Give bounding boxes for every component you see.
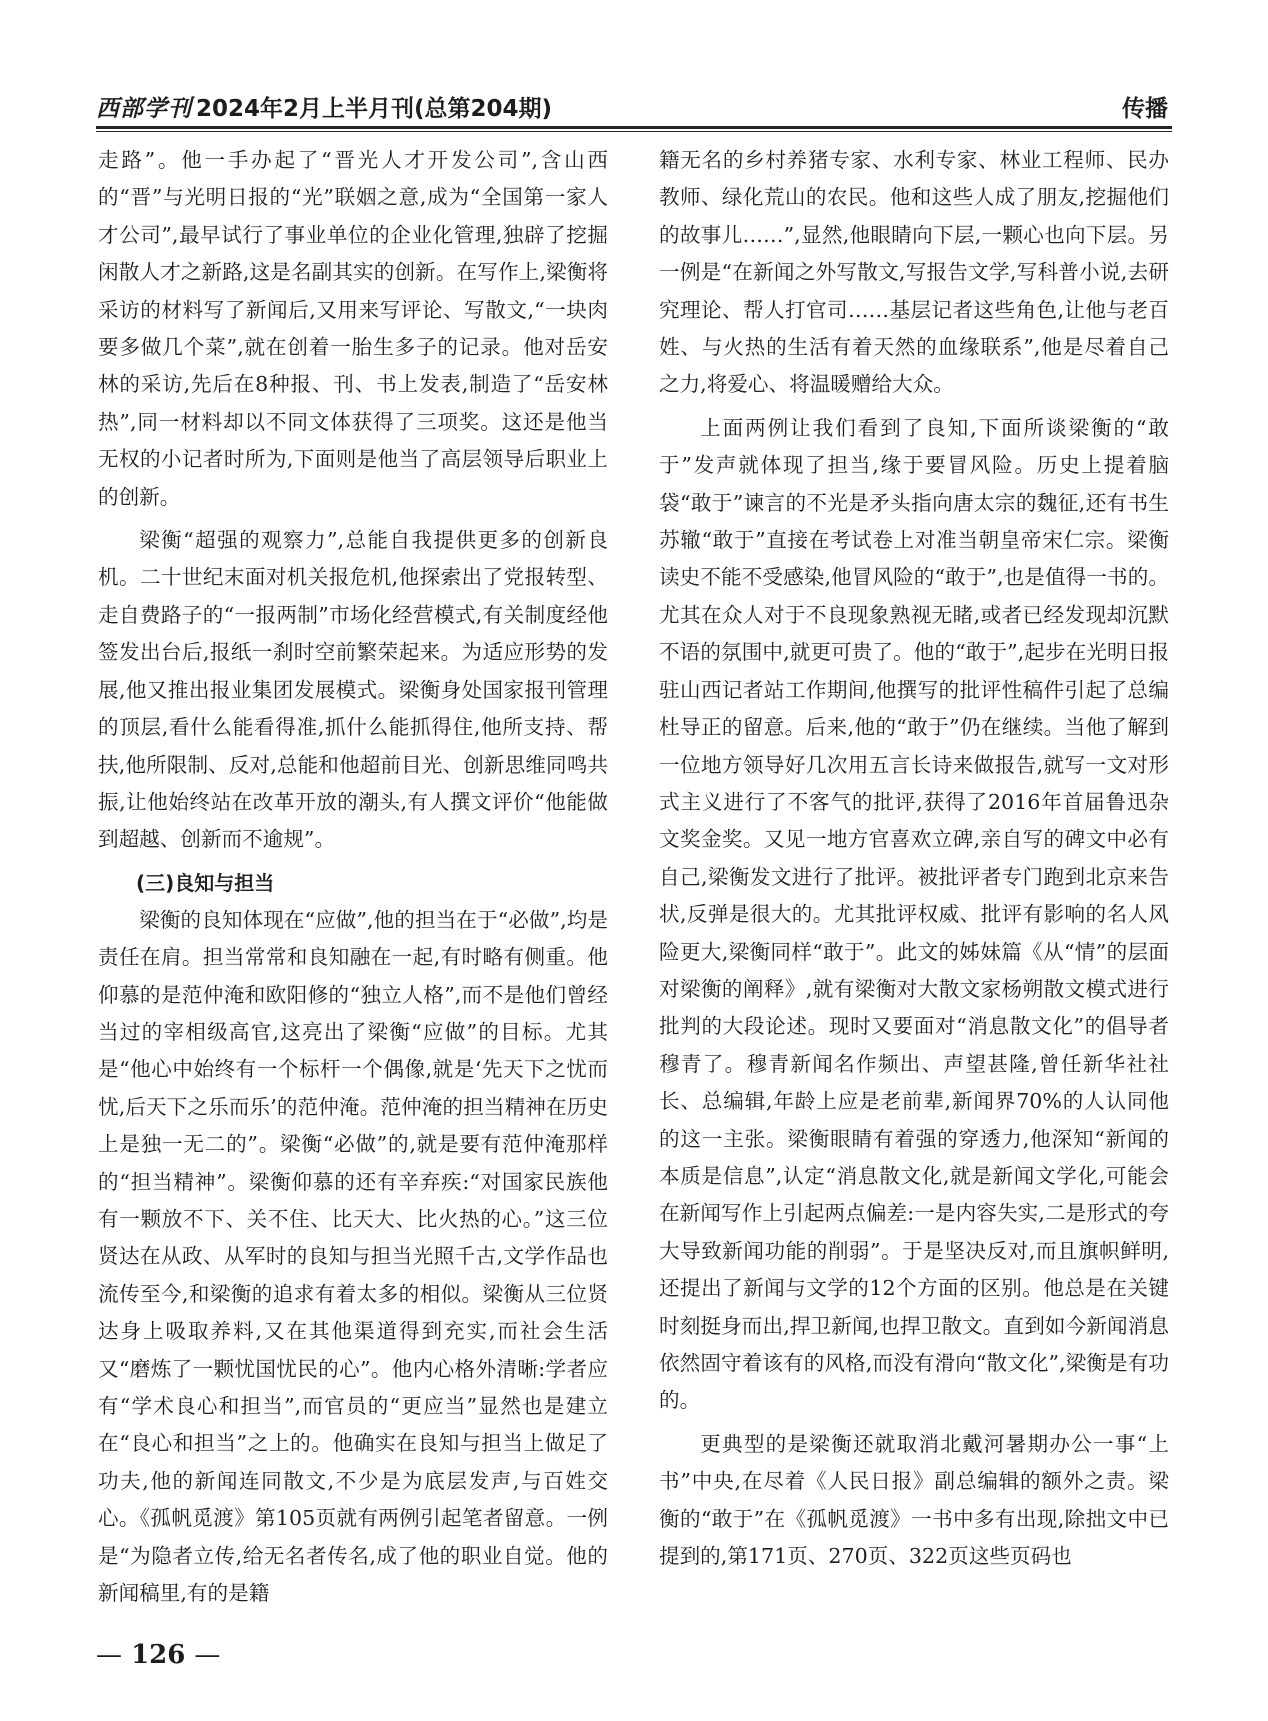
paragraph: 上面两例让我们看到了良知,下面所谈梁衡的“敢于”发声就体现了担当,缘于要冒风险。历史上提着脑袋“敢于”谏言的不光是矛头指向唐太宗的魏征,还有书生苏辙“敢于”直接在考试卷上对准当朝皇帝宋仁宗。梁衡读史不能不受感染,他冒风险的“敢于”,也是值得一书的。尤其在众人对于不良现象熟视无睹,或者已经发现却沉默不语的氛围中,就更可贵了。他的“敢于”,起步在光明日报驻山西记者站工作期间,他撰写的批评性稿件引起了总编杜导正的留意。后来,他的“敢于”仍在继续。当他了解到一位地方领导好几次用五言长诗来做报告,就写一文对形式主义进行了不客气的批评,获得了2016年首届鲁迅杂文奖金奖。又见一地方官喜欢立碑,亲自写的碑文中必有自己,梁衡发文进行了批评。被批评者专门跑到北京来告状,反弹是很大的。尤其批评权威、批评有影响的名人风险更大,梁衡同样“敢于”。此文的姊妹篇《从“情”的层面对梁衡的阐释》,就有梁衡对大散文家杨朔散文模式进行批判的大段论述。现时又要面对“消息散文化”的倡导者穆青了。穆青新闻名作频出、声望甚隆,曾任新华社社长、总编辑,年龄上应是老前辈,新闻界70%的人认同他的这一主张。梁衡眼睛有着强的穿透力,他深知“新闻的本质是信息”,认定“消息散文化,就是新闻文学化,可能会在新闻写作上引起两点偏差:一是内容失实,二是形式的夸大导致新闻功能的削弱”。于是坚决反对,而且旗帜鲜明,还提出了新闻与文学的12个方面的区别。他总是在关键时刻挺身而出,捍卫新闻,也捍卫散文。直到如今新闻消息依然固守着该有的风格,而没有滑向“散文化”,梁衡是有功的。 xyxy=(659,415,1169,1413)
header-rule-thin xyxy=(96,131,1172,132)
footer-dash-left: — xyxy=(96,1640,122,1670)
paragraph: 更典型的是梁衡还就取消北戴河暑期办公一事“上书”中央,在尽着《人民日报》副总编辑的额外之责。梁衡的“敢于”在《孤帆觅渡》一书中多有出现,除拙文中已提到的,第171页、270页、322页这些页码也 xyxy=(659,1431,1169,1569)
page-header xyxy=(96,88,1172,126)
paragraph: 籍无名的乡村养猪专家、水利专家、林业工程师、民办教师、绿化荒山的农民。他和这些人成了朋友,挖掘他们的故事儿……”,显然,他眼睛向下层,一颗心也向下层。另一例是“在新闻之外写散文,写报告文学,写科普小说,去研究理论、帮人打官司……基层记者这些角色,让他与老百姓、与火热的生活有着天然的血缘联系”,他是尽着自己之力,将爱心、将温暖赠给大众。 xyxy=(659,148,1169,397)
page-footer xyxy=(96,1640,220,1670)
footer-dash-right: — xyxy=(194,1640,221,1670)
section-label: 传播 xyxy=(1122,96,1168,122)
journal-logo: 西部学刊 xyxy=(96,95,192,122)
paragraph: 梁衡“超强的观察力”,总能自我提供更多的创新良机。二十世纪末面对机关报危机,他探索出了党报转型、走自费路子的“一报两制”市场化经营模式,有关制度经他签发出台后,报纸一刹时空前繁荣起来。为适应形势的发展,他又推出报业集团发展模式。梁衡身处国家报刊管理的顶层,看什么能看得准,抓什么能抓得住,他所支持、帮扶,他所限制、反对,总能和他超前目光、创新思维同鸣共振,让他始终站在改革开放的潮头,有人撰文评价“他能做到超越、创新而不逾规”。 xyxy=(98,528,608,852)
page-number: 126 xyxy=(131,1640,186,1670)
right-column xyxy=(659,142,1169,1575)
left-column xyxy=(98,142,608,1612)
paragraph: 梁衡的良知体现在“应做”,他的担当在于“必做”,均是责任在肩。担当常常和良知融在一起,有时略有侧重。他仰慕的是范仲淹和欧阳修的“独立人格”,而不是他们曾经当过的宰相级高官,这亮出了梁衡“应做”的目标。尤其是“他心中始终有一个标杆一个偶像,就是‘先天下之忧而忧,后天下之乐而乐’的范仲淹。范仲淹的担当精神在历史上是独一无二的”。梁衡“必做”的,就是要有范仲淹那样的“担当精神”。梁衡仰慕的还有辛弃疾:“对国家民族他有一颗放不下、关不住、比天大、比火热的心。”这三位贤达在从政、从军时的良知与担当光照千古,文学作品也流传至今,和梁衡的追求有着太多的相似。梁衡从三位贤达身上吸取养料,又在其他渠道得到充实,而社会生活又“磨炼了一颗忧国忧民的心”。他内心格外清晰:学者应有“学术良心和担当”,而官员的“更应当”显然也是建立在“良心和担当”之上的。他确实在良知与担当上做足了功夫,他的新闻连同散文,不少是为底层发声,与百姓交心。《孤帆觅渡》第105页就有两例引起笔者留意。一例是“为隐者立传,给无名者传名,成了他的职业自觉。他的新闻稿里,有的是籍 xyxy=(98,907,608,1606)
issue-info: 2024年2月上半月刊(总第204期) xyxy=(196,96,553,122)
header-issue-line xyxy=(96,90,552,123)
header-rule-thick xyxy=(96,126,1172,129)
paragraph: 走路”。他一手办起了“晋光人才开发公司”,含山西的“晋”与光明日报的“光”联姻之意,成为“全国第一家人才公司”,最早试行了事业单位的企业化管理,独辟了挖掘闲散人才之新路,这是名副其实的创新。在写作上,梁衡将采访的材料写了新闻后,又用来写评论、写散文,“一块肉要多做几个菜”,就在创着一胎生多子的记录。他对岳安林的采访,先后在8种报、刊、书上发表,制造了“岳安林热”,同一材料却以不同文体获得了三项奖。这还是他当无权的小记者时所为,下面则是他当了高层领导后职业上的创新。 xyxy=(98,148,608,509)
section-heading: (三)良知与担当 xyxy=(136,870,275,895)
